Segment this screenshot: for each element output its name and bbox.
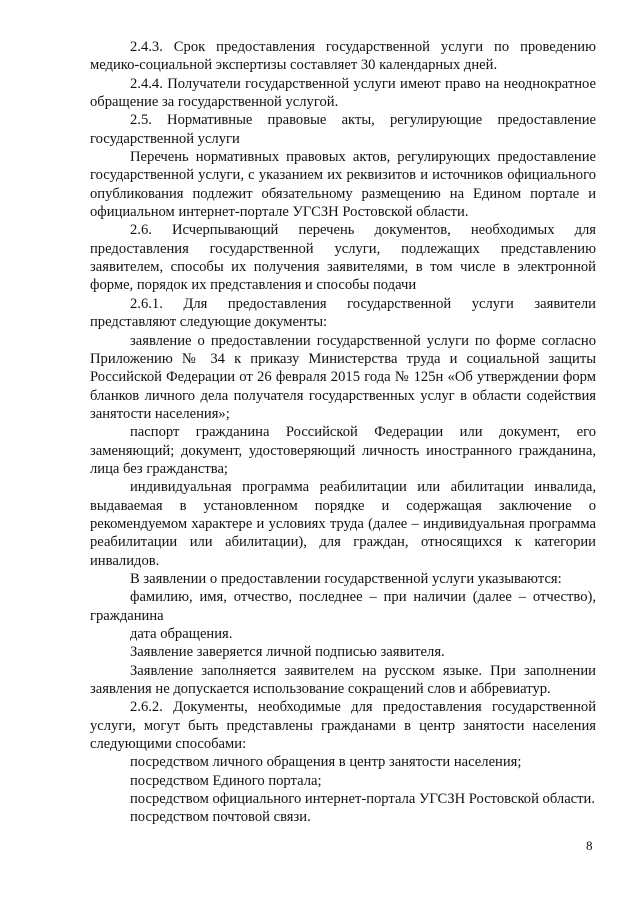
- paragraph-full-name: фамилию, имя, отчество, последнее – при наличии (далее – отчество), гражданина: [90, 589, 596, 624]
- paragraph-2-6-1: 2.6.1. Для предоставления государственной услуги заявители представляют следующие документы:: [90, 295, 596, 331]
- paragraph-2-6-2: 2.6.2. Документы, необходимые для предоставления государственной услуги, могут быть представлены гражданами в центр занятости населения следующими способами:: [90, 699, 596, 753]
- paragraph-2-4-4: 2.4.4. Получатели государственной услуги имеют право на неоднократное обращение за государственной услугой.: [90, 75, 596, 111]
- paragraph-date: дата обращения.: [130, 626, 233, 642]
- paragraph-application-contents: В заявлении о предоставлении государственной услуги указываются:: [130, 570, 562, 587]
- page-number: 8: [586, 838, 593, 853]
- paragraph-method-personal: посредством личного обращения в центр занятости населения;: [130, 754, 522, 771]
- paragraph-passport: паспорт гражданина Российской Федерации или документ, его заменяющий; документ, удостоверяющий личность иностранного гражданина, лица без гражданства;: [90, 424, 596, 477]
- paragraph-2-5-heading: 2.5. Нормативные правовые акты, регулирующие предоставление государственной услуги: [90, 112, 596, 147]
- paragraph-2-4-3: 2.4.3. Срок предоставления государственной услуги по проведению медико-социальной экспертизы составляет 30 календарных дней.: [90, 39, 596, 74]
- paragraph-application-form: заявление о предоставлении государственной услуги по форме согласно Приложению № 34 к приказу Министерства труда и социальной защиты Российской Федерации от 26 февраля 2015 года № 125н «Об утверждении форм бланков личного дела получателя государственных услуг в области содействия занятости населения»;: [90, 332, 596, 422]
- paragraph-signature: Заявление заверяется личной подписью заявителя.: [130, 644, 445, 661]
- paragraph-normative-acts-list: Перечень нормативных правовых актов, регулирующих предоставление государственной услуги, с указанием их реквизитов и источников официального опубликования подлежит обязательному размещению на Едином портале и официальном интернет-портале УГСЗН Ростовской области.: [90, 149, 596, 221]
- paragraph-method-mail: посредством почтовой связи.: [130, 809, 311, 826]
- paragraph-method-ugszn-portal: посредством официального интернет-портала УГСЗН Ростовской области.: [130, 791, 595, 808]
- paragraph-rehabilitation-program: индивидуальная программа реабилитации или абилитации инвалида, выдаваемая в установленном порядке и содержащая заключение о рекомендуемом характере и условиях труда (далее – индивидуальная программа реабилитации или абилитации), для граждан, относящихся к категории инвалидов.: [90, 479, 596, 569]
- document-body: [90, 38, 596, 827]
- paragraph-method-portal: посредством Единого портала;: [130, 772, 322, 789]
- paragraph-2-6-heading: 2.6. Исчерпывающий перечень документов, необходимых для предоставления государственной услуги, подлежащих представлению заявителем, способы их получения заявителями, в том числе в электронной форме, порядок их представления и способы подачи: [90, 222, 596, 294]
- paragraph-language: Заявление заполняется заявителем на русском языке. При заполнении заявления не допускается использование сокращений слов и аббревиатур.: [90, 662, 596, 698]
